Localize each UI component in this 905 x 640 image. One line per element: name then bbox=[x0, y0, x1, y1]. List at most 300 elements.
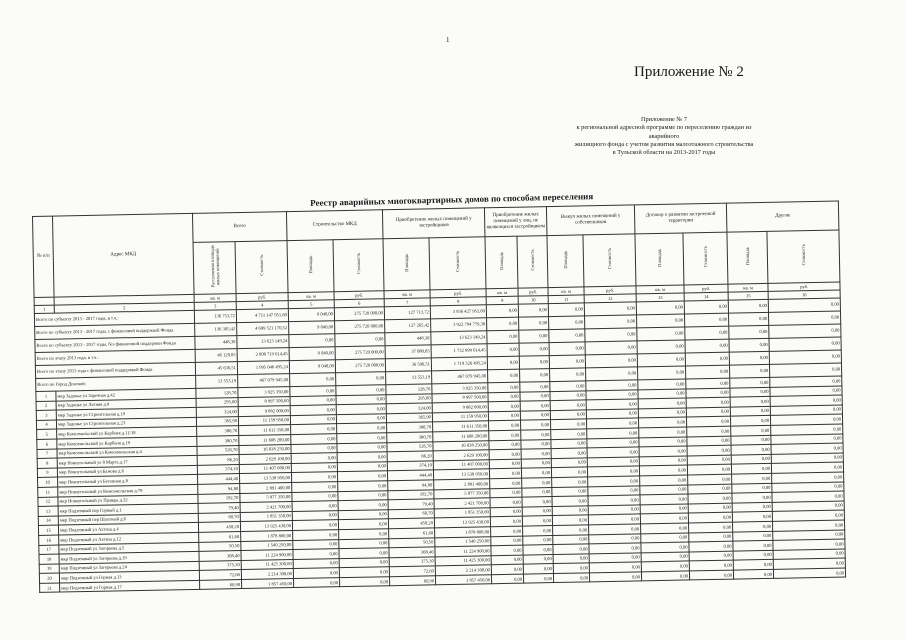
row-value: 0,00 bbox=[491, 526, 523, 536]
header-construction: Строительство МКД bbox=[286, 210, 383, 241]
subheader-cost: Стоимость bbox=[800, 244, 807, 266]
row-value: 79,40 bbox=[388, 499, 434, 509]
row-value: 0,00 bbox=[641, 532, 689, 543]
row-value: 2 421 700,00 bbox=[434, 498, 490, 509]
appendix-title: Приложение № 2 bbox=[634, 64, 744, 80]
row-value: 11 611 350,00 bbox=[239, 425, 291, 436]
total-value: 0,00 bbox=[519, 317, 549, 331]
row-value: 8 997 500,00 bbox=[238, 396, 290, 407]
row-value: 0,00 bbox=[731, 454, 771, 464]
row-value: 0,00 bbox=[336, 404, 386, 415]
total-value: 0,00 bbox=[728, 299, 768, 313]
row-value: 0,00 bbox=[489, 459, 521, 469]
row-value: 0,00 bbox=[293, 558, 339, 568]
row-value: 0,00 bbox=[522, 478, 552, 488]
row-value: 11 425 300,00 bbox=[435, 555, 491, 566]
row-address: мкр Подземный пер Горный д.1 bbox=[58, 503, 198, 515]
unit-cell: кв. м bbox=[548, 287, 584, 296]
row-number: 10 bbox=[38, 477, 58, 487]
total-value: 127 265,42 bbox=[385, 319, 431, 333]
row-value: 0,00 bbox=[589, 543, 641, 554]
subheader-area: Площадь bbox=[498, 251, 505, 270]
subheader-cell bbox=[583, 234, 636, 287]
row-value: 0,00 bbox=[522, 487, 552, 497]
row-value: 0,00 bbox=[589, 572, 641, 583]
row-value: 0,00 bbox=[491, 555, 523, 565]
subheader-cell bbox=[635, 233, 684, 286]
total-value: 0,00 bbox=[586, 367, 638, 381]
total-value: 0,00 bbox=[684, 300, 728, 314]
row-value: 1 540 250,00 bbox=[241, 540, 293, 551]
total-value: 0,00 bbox=[585, 341, 637, 355]
row-value: 0,00 bbox=[290, 405, 336, 415]
row-value: 0,00 bbox=[338, 481, 388, 492]
row-value: 8 997 500,00 bbox=[432, 392, 488, 403]
row-number: 19 bbox=[39, 564, 59, 574]
row-value: 0,00 bbox=[337, 471, 387, 482]
row-value: 0,00 bbox=[521, 458, 551, 468]
row-value: 0,00 bbox=[639, 427, 687, 438]
row-value: 60,90 bbox=[390, 576, 436, 586]
total-value: 1 732 999 614,45 bbox=[431, 344, 487, 358]
row-value: 0,00 bbox=[587, 466, 639, 477]
total-label: Всего по этапу 2013 года с финансовой поддержкой Фонда bbox=[35, 362, 195, 378]
total-value: 127 713,72 bbox=[384, 306, 430, 320]
total-value: 0,00 bbox=[487, 330, 519, 344]
row-value: 0,00 bbox=[339, 538, 389, 549]
row-value: 0,00 bbox=[336, 414, 386, 425]
row-value: 0,00 bbox=[291, 472, 337, 482]
row-value: 0,00 bbox=[733, 521, 773, 531]
total-value: 1 719 326 495,24 bbox=[431, 357, 487, 371]
row-value: 0,00 bbox=[772, 501, 844, 512]
subheader-cost: Стоимость bbox=[606, 248, 613, 270]
row-value: 11 159 950,00 bbox=[238, 415, 290, 426]
total-value: 0,00 bbox=[550, 368, 586, 382]
subheader-cell bbox=[383, 238, 430, 291]
row-value: 0,00 bbox=[292, 510, 338, 520]
row-value: 0,00 bbox=[293, 539, 339, 549]
row-value: 16 038 250,00 bbox=[433, 440, 489, 451]
row-value: 0,00 bbox=[340, 577, 390, 588]
row-value: 0,00 bbox=[638, 398, 686, 409]
row-address: мкр Подземный ул Загорьева д.24 bbox=[59, 561, 199, 573]
row-value: 0,00 bbox=[687, 436, 731, 446]
row-value: 0,00 bbox=[588, 514, 640, 525]
row-value: 2 214 300,00 bbox=[241, 569, 293, 580]
row-address: мкр Комсомольский ул Карбеня д.19 bbox=[57, 436, 197, 448]
row-value: 0,00 bbox=[489, 468, 521, 478]
row-address: мкр Новоугольный ул Комсомольская д.79 bbox=[58, 484, 198, 496]
row-value: 0,00 bbox=[550, 400, 586, 410]
row-value: 86,20 bbox=[197, 455, 239, 465]
row-value: 0,00 bbox=[689, 532, 733, 542]
row-value: 0,00 bbox=[640, 513, 688, 524]
row-value: 0,00 bbox=[641, 542, 689, 553]
col-number-cell: 1 bbox=[34, 305, 54, 313]
row-value: 2 891 400,00 bbox=[434, 479, 490, 490]
row-value: 0,00 bbox=[588, 485, 640, 496]
row-value: 374,10 bbox=[197, 464, 239, 474]
row-value: 0,00 bbox=[687, 426, 731, 436]
row-value: 13 538 950,00 bbox=[433, 469, 489, 480]
row-value: 0,00 bbox=[733, 531, 773, 541]
row-value: 0,00 bbox=[732, 492, 772, 502]
row-number: 8 bbox=[37, 458, 57, 468]
row-value: 11 611 350,00 bbox=[433, 421, 489, 432]
row-number: 9 bbox=[37, 468, 57, 478]
row-value: 0,00 bbox=[522, 497, 552, 507]
header-purchase-dev: Приобретение жилых помещений у застройщиков bbox=[382, 208, 485, 239]
row-value: 0,00 bbox=[553, 554, 589, 564]
row-value: 380,70 bbox=[197, 436, 239, 446]
row-value: 0,00 bbox=[639, 437, 687, 448]
row-value: 0,00 bbox=[771, 434, 843, 445]
row-value: 0,00 bbox=[552, 486, 588, 496]
subheader-cell bbox=[333, 239, 384, 292]
total-value: 0,00 bbox=[685, 313, 729, 327]
row-value: 0,00 bbox=[686, 397, 730, 407]
total-value: 45 636,51 bbox=[195, 362, 237, 376]
row-number: 11 bbox=[38, 487, 58, 497]
col-number-cell: 5 bbox=[288, 300, 334, 309]
total-value: 0,00 bbox=[519, 356, 549, 370]
row-value: 61,60 bbox=[389, 528, 435, 538]
subheader-area: Площадь bbox=[307, 255, 314, 274]
total-value: 0,00 bbox=[769, 311, 841, 325]
row-value: 0,00 bbox=[730, 397, 770, 407]
row-value: 0,00 bbox=[551, 458, 587, 468]
row-value: 0,00 bbox=[687, 417, 731, 427]
row-value: 0,00 bbox=[638, 408, 686, 419]
subheader-cell bbox=[683, 232, 728, 285]
row-value: 0,00 bbox=[551, 438, 587, 448]
row-value: 192,70 bbox=[388, 489, 434, 499]
row-value: 11 608 200,00 bbox=[433, 431, 489, 442]
row-value: 0,00 bbox=[687, 464, 731, 474]
row-value: 0,00 bbox=[490, 516, 522, 526]
total-value: 0,00 bbox=[549, 355, 585, 369]
row-value: 0,00 bbox=[491, 545, 523, 555]
total-value: 13 623 149,24 bbox=[431, 331, 487, 345]
row-value: 324,00 bbox=[196, 407, 238, 417]
row-value: 0,00 bbox=[732, 473, 772, 483]
row-value: 0,00 bbox=[686, 407, 730, 417]
row-number: 13 bbox=[38, 506, 58, 516]
row-value: 0,00 bbox=[523, 554, 553, 564]
row-value: 0,00 bbox=[773, 568, 845, 579]
subheader-cell bbox=[767, 230, 840, 283]
row-value: 0,00 bbox=[294, 578, 340, 588]
row-value: 0,00 bbox=[551, 448, 587, 458]
row-value: 3 925 350,00 bbox=[238, 387, 290, 398]
row-value: 0,00 bbox=[770, 376, 842, 387]
row-value: 0,00 bbox=[641, 571, 689, 582]
row-value: 0,00 bbox=[688, 484, 732, 494]
row-value: 0,00 bbox=[689, 522, 733, 532]
total-value: 0,00 bbox=[729, 325, 769, 339]
row-value: 0,00 bbox=[489, 449, 521, 459]
row-value: 0,00 bbox=[731, 435, 771, 445]
row-value: 0,00 bbox=[338, 509, 388, 520]
subheader-cost: Стоимость bbox=[258, 254, 265, 277]
row-value: 368,40 bbox=[389, 547, 435, 557]
row-value: 0,00 bbox=[552, 477, 588, 487]
row-value: 375,30 bbox=[389, 557, 435, 567]
row-address: мкр Задонье ул Летняя д.9 bbox=[56, 398, 196, 410]
total-value: 0,00 bbox=[729, 338, 769, 352]
row-value: 0,00 bbox=[688, 474, 732, 484]
row-number: 6 bbox=[37, 439, 57, 449]
row-value: 5 877 350,00 bbox=[434, 488, 490, 499]
row-value: 0,00 bbox=[488, 401, 520, 411]
row-value: 0,00 bbox=[552, 515, 588, 525]
col-number-cell: 6 bbox=[334, 299, 384, 308]
row-value: 0,00 bbox=[292, 520, 338, 530]
total-value: 0,00 bbox=[769, 337, 841, 351]
row-value: 0,00 bbox=[689, 570, 733, 580]
row-value: 0,00 bbox=[733, 540, 773, 550]
row-value: 526,70 bbox=[387, 441, 433, 451]
row-value: 0,00 bbox=[733, 550, 773, 560]
row-value: 0,00 bbox=[771, 443, 843, 454]
total-value: 0,00 bbox=[770, 363, 842, 377]
row-value: 0,00 bbox=[771, 414, 843, 425]
row-address: мкр Комсомольский ул Карбеня д.11/18 bbox=[57, 427, 197, 439]
row-value: 0,00 bbox=[588, 495, 640, 506]
row-value: 0,00 bbox=[550, 390, 586, 400]
total-value: 0,00 bbox=[549, 329, 585, 343]
row-value: 0,00 bbox=[290, 386, 336, 396]
row-value: 0,00 bbox=[732, 483, 772, 493]
col-number-cell: 13 bbox=[636, 293, 684, 302]
unit-cell: кв. м bbox=[486, 288, 518, 297]
row-value: 0,00 bbox=[490, 488, 522, 498]
row-value: 0,00 bbox=[521, 449, 551, 459]
row-value: 0,00 bbox=[770, 386, 842, 397]
row-value: 9 882 000,00 bbox=[432, 402, 488, 413]
row-address: мкр Задонье ул Строительная д.19 bbox=[56, 408, 196, 420]
row-value: 2 629 100,00 bbox=[433, 450, 489, 461]
total-value: 0,00 bbox=[685, 339, 729, 353]
total-label: Всего по субъекту 2013 - 2017 годы, в т.ч.: bbox=[34, 310, 194, 326]
row-value: 50,50 bbox=[389, 537, 435, 547]
row-value: 458,20 bbox=[388, 518, 434, 528]
total-value: 0,00 bbox=[769, 350, 841, 364]
row-value: 0,00 bbox=[550, 410, 586, 420]
row-value: 0,00 bbox=[587, 437, 639, 448]
row-value: 1 878 800,00 bbox=[435, 527, 491, 538]
row-value: 0,00 bbox=[291, 434, 337, 444]
row-value: 0,00 bbox=[490, 507, 522, 517]
row-value: 0,00 bbox=[291, 453, 337, 463]
row-value: 0,00 bbox=[523, 535, 553, 545]
row-value: 0,00 bbox=[492, 574, 524, 584]
row-number: 2 bbox=[36, 401, 56, 411]
row-value: 0,00 bbox=[773, 558, 845, 569]
row-value: 0,00 bbox=[733, 569, 773, 579]
row-value: 324,00 bbox=[386, 403, 432, 413]
row-value: 365,90 bbox=[196, 416, 238, 426]
total-value: 0,00 bbox=[637, 340, 685, 354]
row-value: 61,60 bbox=[199, 531, 241, 541]
total-value: 13 623 149,24 bbox=[237, 335, 289, 349]
row-value: 0,00 bbox=[639, 417, 687, 428]
total-value: 0,00 bbox=[488, 369, 520, 383]
row-value: 0,00 bbox=[339, 529, 389, 540]
row-value: 0,00 bbox=[641, 561, 689, 572]
row-value: 11 159 950,00 bbox=[432, 412, 488, 423]
col-number-cell: 15 bbox=[728, 291, 768, 300]
row-value: 0,00 bbox=[640, 494, 688, 505]
header-other: Другие bbox=[726, 201, 839, 232]
row-value: 0,00 bbox=[589, 524, 641, 535]
registry-table bbox=[32, 201, 846, 594]
row-value: 0,00 bbox=[339, 557, 389, 568]
row-value: 13 538 950,00 bbox=[239, 473, 291, 484]
total-value: 0,00 bbox=[638, 366, 686, 380]
row-value: 2 214 300,00 bbox=[435, 565, 491, 576]
total-value: 0,00 bbox=[519, 343, 549, 357]
header-note-line: к региональной адресной программе по переселению граждан из аварийного bbox=[576, 124, 752, 140]
row-value: 0,00 bbox=[688, 512, 732, 522]
row-value: 0,00 bbox=[488, 411, 520, 421]
row-value: 0,00 bbox=[337, 452, 387, 463]
unit-cell: руб. bbox=[430, 289, 486, 298]
row-number: 3 bbox=[36, 410, 56, 420]
row-number: 4 bbox=[36, 420, 56, 430]
row-value: 0,00 bbox=[731, 445, 771, 455]
row-value: 0,00 bbox=[731, 425, 771, 435]
row-value: 0,00 bbox=[339, 548, 389, 559]
row-value: 0,00 bbox=[586, 409, 638, 420]
row-number: 17 bbox=[39, 545, 59, 555]
row-value: 0,00 bbox=[771, 424, 843, 435]
row-value: 0,00 bbox=[689, 541, 733, 551]
unit-cell: руб. bbox=[584, 286, 636, 295]
unit-cell: руб. bbox=[768, 282, 840, 291]
row-value: 0,00 bbox=[291, 443, 337, 453]
row-value: 0,00 bbox=[687, 455, 731, 465]
row-value: 0,00 bbox=[639, 456, 687, 467]
row-value: 0,00 bbox=[772, 491, 844, 502]
col-number-cell: 16 bbox=[768, 290, 840, 299]
row-value: 0,00 bbox=[490, 478, 522, 488]
row-value: 0,00 bbox=[523, 545, 553, 555]
total-value: 0,00 bbox=[487, 356, 519, 370]
subheader-cell bbox=[547, 235, 584, 288]
col-number-cell: 12 bbox=[584, 294, 636, 303]
row-value: 0,00 bbox=[771, 462, 843, 473]
row-value: 11 608 200,00 bbox=[239, 435, 291, 446]
row-value: 0,00 bbox=[552, 496, 588, 506]
total-value: 467 079 945,00 bbox=[238, 374, 290, 388]
row-value: 0,00 bbox=[523, 525, 553, 535]
row-value: 11 224 900,00 bbox=[241, 550, 293, 561]
subheader-cell bbox=[517, 236, 548, 289]
row-number: 7 bbox=[37, 449, 57, 459]
total-value: 0,00 bbox=[518, 304, 548, 318]
total-value: 275 720 000,00 bbox=[335, 346, 385, 360]
unit-cell: кв. м bbox=[636, 285, 684, 294]
page-number: 1 bbox=[446, 36, 450, 44]
subheader-area: Площадь bbox=[744, 247, 751, 266]
header-note-line: жилищного фонда с учетом развития малоэтажного строительства bbox=[574, 140, 754, 148]
row-value: 0,00 bbox=[772, 481, 844, 492]
row-address: мкр Новоугольный ул Бажова д.6 bbox=[57, 465, 197, 477]
row-value: 0,00 bbox=[688, 493, 732, 503]
row-value: 0,00 bbox=[686, 378, 730, 388]
row-value: 2 629 100,00 bbox=[239, 454, 291, 465]
row-value: 0,00 bbox=[730, 377, 770, 387]
row-value: 0,00 bbox=[770, 395, 842, 406]
subheader-area: Площадь bbox=[403, 253, 410, 272]
row-value: 0,00 bbox=[587, 447, 639, 458]
row-address: мкр Подземный пер Шахтный д.6 bbox=[58, 513, 198, 525]
row-value: 0,00 bbox=[551, 467, 587, 477]
row-value: 0,00 bbox=[773, 529, 845, 540]
row-value: 0,00 bbox=[640, 475, 688, 486]
total-value: 136 753,72 bbox=[194, 310, 236, 324]
total-value: 0,00 bbox=[289, 334, 335, 348]
row-value: 0,00 bbox=[522, 506, 552, 516]
row-value: 0,00 bbox=[290, 414, 336, 424]
row-number: 20 bbox=[39, 573, 59, 583]
row-value: 0,00 bbox=[552, 506, 588, 516]
row-value: 0,00 bbox=[293, 549, 339, 559]
registry-table-wrapper bbox=[32, 201, 845, 594]
total-value: 0,00 bbox=[730, 364, 770, 378]
row-value: 3 925 350,00 bbox=[432, 383, 488, 394]
row-value: 0,00 bbox=[488, 382, 520, 392]
row-value: 0,00 bbox=[292, 482, 338, 492]
total-value: 0,00 bbox=[729, 312, 769, 326]
unit-cell: кв. м bbox=[728, 283, 768, 292]
col-number-cell: 7 bbox=[384, 298, 430, 307]
row-address: мкр Новоугольный ул 8 Марта д.17 bbox=[57, 456, 197, 468]
row-value: 0,00 bbox=[293, 530, 339, 540]
subheader-cell bbox=[727, 231, 768, 284]
row-value: 192,70 bbox=[198, 493, 240, 503]
row-value: 60,70 bbox=[198, 512, 240, 522]
row-value: 0,00 bbox=[587, 457, 639, 468]
row-value: 72,60 bbox=[389, 566, 435, 576]
total-label: Всего по Город Донской: bbox=[36, 375, 196, 391]
row-value: 0,00 bbox=[687, 445, 731, 455]
row-value: 0,00 bbox=[523, 564, 553, 574]
row-value: 0,00 bbox=[641, 523, 689, 534]
row-value: 0,00 bbox=[520, 401, 550, 411]
row-number: 14 bbox=[38, 516, 58, 526]
row-value: 0,00 bbox=[773, 520, 845, 531]
total-value: 3 936 427 951,60 bbox=[430, 305, 486, 319]
row-value: 0,00 bbox=[292, 501, 338, 511]
row-value: 0,00 bbox=[553, 525, 589, 535]
unit-cell: кв. м bbox=[384, 290, 430, 299]
row-value: 0,00 bbox=[689, 560, 733, 570]
row-value: 295,00 bbox=[196, 397, 238, 407]
subheader-cost: Стоимость bbox=[529, 249, 536, 272]
row-value: 5 877 350,00 bbox=[240, 492, 292, 503]
row-value: 0,00 bbox=[686, 388, 730, 398]
col-number-cell: 14 bbox=[684, 292, 728, 301]
row-number: 5 bbox=[37, 429, 57, 439]
row-value: 0,00 bbox=[489, 421, 521, 431]
total-value: 0,00 bbox=[686, 365, 730, 379]
row-value: 0,00 bbox=[640, 484, 688, 495]
row-value: 0,00 bbox=[337, 442, 387, 453]
row-value: 0,00 bbox=[337, 433, 387, 444]
